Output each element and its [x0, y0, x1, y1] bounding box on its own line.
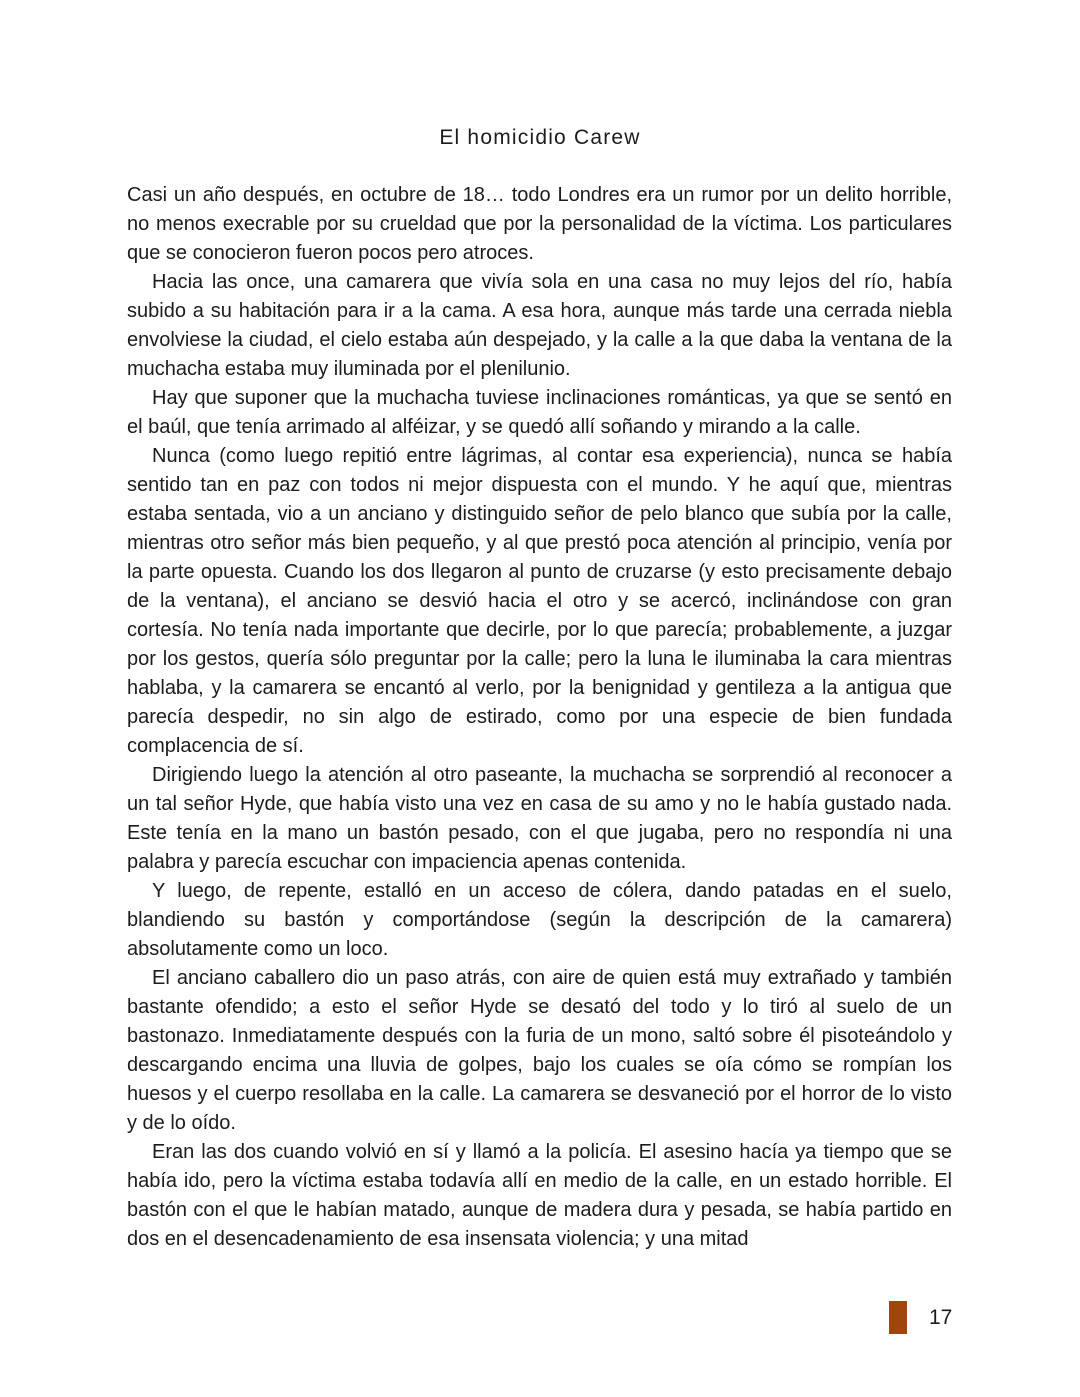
page-marker-bar [889, 1301, 907, 1334]
paragraph: Hacia las once, una camarera que vivía sola en una casa no muy lejos del río, había subido a su habitación para ir a la cama. A esa hora, aunque más tarde una cerrada niebla envolviese la ciudad, el cielo estaba aún despejado, y la calle a la que daba la ventana de la muchacha estaba muy iluminada por el plenilunio. [127, 271, 952, 380]
paragraph: Hay que suponer que la muchacha tuviese inclinaciones románticas, ya que se sentó en el baúl, que tenía arrimado al alféizar, y se quedó allí soñando y mirando a la calle. [127, 387, 952, 438]
paragraph: Eran las dos cuando volvió en sí y llamó a la policía. El asesino hacía ya tiempo que se había ido, pero la víctima estaba todavía allí en medio de la calle, en un estado horrible. El bastón con el que le habían matado, aunque de madera dura y pesada, se había partido en dos en el desencadenamiento de esa insensata violencia; y una mitad [127, 1141, 952, 1250]
paragraph: El anciano caballero dio un paso atrás, con aire de quien está muy extrañado y también bastante ofendido; a esto el señor Hyde se desató del todo y lo tiró al suelo de un bastonazo. Inmediatamente después con la furia de un mono, saltó sobre él pisoteándolo y descargando encima una lluvia de golpes, bajo los cuales se oía cómo se rompían los huesos y el cuerpo resollaba en la calle. La camarera se desvaneció por el horror de lo visto y de lo oído. [127, 967, 952, 1134]
body-text [127, 181, 952, 1254]
paragraph: Nunca (como luego repitió entre lágrimas, al contar esa experiencia), nunca se había sentido tan en paz con todos ni mejor dispuesta con el mundo. Y he aquí que, mientras estaba sentada, vio a un anciano y distinguido señor de pelo blanco que subía por la calle, mientras otro señor más bien pequeño, y al que prestó poca atención al principio, venía por la parte opuesta. Cuando los dos llegaron al punto de cruzarse (y esto precisamente debajo de la ventana), el anciano se desvió hacia el otro y se acercó, inclinándose con gran cortesía. No tenía nada importante que decirle, por lo que parecía; probablemente, a juzgar por los gestos, quería sólo preguntar por la calle; pero la luna le iluminaba la cara mientras hablaba, y la camarera se encantó al verlo, por la benignidad y gentileza a la antigua que parecía despedir, no sin algo de estirado, como por una especie de bien fundada complacencia de sí. [127, 445, 952, 757]
paragraph: Y luego, de repente, estalló en un acceso de cólera, dando patadas en el suelo, blandiendo su bastón y comportándose (según la descripción de la camarera) absolutamente como un loco. [127, 880, 952, 960]
paragraph: Casi un año después, en octubre de 18… todo Londres era un rumor por un delito horrible, no menos execrable por su crueldad que por la personalidad de la víctima. Los particulares que se conocieron fueron pocos pero atroces. [127, 184, 952, 264]
page-title: El homicidio Carew [439, 126, 641, 149]
paragraph: Dirigiendo luego la atención al otro paseante, la muchacha se sorprendió al reconocer a un tal señor Hyde, que había visto una vez en casa de su amo y no le había gustado nada. Este tenía en la mano un bastón pesado, con el que jugaba, pero no respondía ni una palabra y parecía escuchar con impaciencia apenas contenida. [127, 764, 952, 873]
page-number: 17 [929, 1306, 953, 1329]
